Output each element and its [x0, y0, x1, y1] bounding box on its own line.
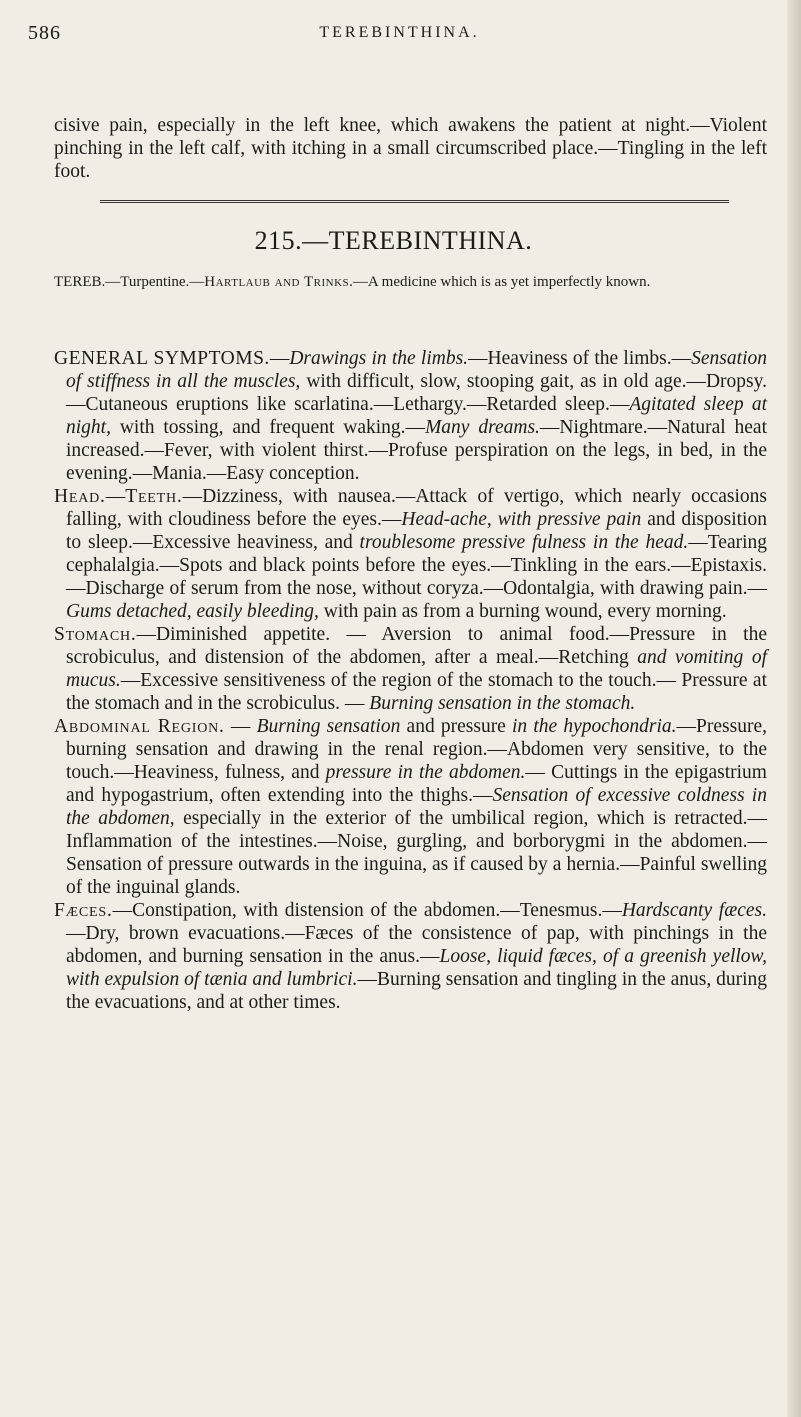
section-stomach — [54, 623, 767, 715]
page-header — [28, 22, 771, 50]
text-run: — Cuttings in the epigastrium and hypogastrium, often extending into the thighs.— — [66, 762, 767, 806]
italic-run: pressure in the abdomen. — [325, 762, 526, 783]
symptom-text — [54, 347, 767, 1014]
text-run: —Burning sensation and tingling in the anus, during the evacuations, and at other times. — [66, 969, 767, 1013]
text-run: with pain as from a burning wound, every morning. — [318, 601, 727, 622]
italic-run: Many dreams. — [425, 417, 540, 438]
italic-run: Burning sensation — [256, 716, 401, 737]
text-run: —Pressure, burning sensation and drawing in the renal region.—Abdomen very sensitive, to the touch.—Heaviness, fulness, and — [66, 716, 767, 783]
page-number: 586 — [28, 22, 61, 44]
text-run: — — [105, 486, 126, 507]
text-run: —Nightmare.—Natural heat increased.—Fever, with violent thirst.—Profuse perspiration on the legs, in bed, in the evening.—Mania.—Easy conception. — [66, 417, 767, 484]
section-faeces — [54, 899, 767, 1014]
text-run: with difficult, slow, stooping gait, as in old age.—Dropsy.—Cutaneous eruptions like scarlatina.—Lethargy.—Retarded sleep.— — [66, 371, 767, 415]
text-run: —Tearing cephalalgia.—Spots and black points before the eyes.—Tinkling in the ears.—Epistaxis.—Discharge of serum from the nose, without coryza.—Odontalgia, with drawing pain.— — [66, 532, 768, 599]
italic-run: Drawings in the limbs. — [289, 348, 469, 369]
section-heading: Abdominal Region. — [54, 716, 225, 737]
text-run: —Dizziness, with nausea.—Attack of vertigo, which nearly occasions falling, with cloudiness before the eyes.— — [66, 486, 767, 530]
section-heading: Head. — [54, 486, 106, 507]
section-head — [54, 485, 767, 623]
italic-run: troublesome pressive fulness in the head. — [359, 532, 689, 553]
text-run: —Excessive sensitiveness of the region of the stomach to the touch.— Pressure at the stomach and in the scrobiculus. — — [66, 670, 767, 714]
text-run: especially in the exterior of the umbilical region, which is retracted.—Inflammation of the intestines.—Noise, gurgling, and borborygmi in the abdomen.—Sensation of pressure outwards in the inguina, as if caused by a hernia.—Painful swelling of the inguinal glands. — [66, 808, 767, 898]
text-run: —Constipation, with distension of the abdomen.—Tenesmus.— — [112, 900, 622, 921]
section-heading: Stomach. — [54, 624, 137, 645]
italic-run: Sensation of excessive coldness in the abdomen, — [66, 785, 767, 829]
italic-run: and vomiting of mucus. — [66, 647, 767, 691]
italic-run: Head-ache, with pressive pain — [401, 509, 642, 530]
text-run: —Dry, brown evacuations.—Fæces of the consistence of pap, with pinchings in the abdomen, and burning sensation in the anus.— — [66, 923, 767, 967]
section-heading: Fæces. — [54, 900, 113, 921]
continuation-paragraph: cisive pain, especially in the left knee, which awakens the patient at night.—Violent pinching in the left calf, with itching in a small circumscribed place.—Tingling in the left foot. — [54, 115, 767, 182]
remedy-abbreviation: TEREB. — [54, 274, 106, 290]
text-run: — — [269, 348, 290, 369]
remedy-synonym: —Turpentine.— — [105, 274, 205, 290]
remedy-intro — [54, 273, 759, 292]
text-run: — — [224, 716, 257, 737]
section-heading: Teeth. — [125, 486, 183, 507]
italic-run: Burning sensation in the stomach. — [369, 693, 636, 714]
italic-run: Hardscanty fæces. — [621, 900, 767, 921]
section-abdominal-region — [54, 715, 767, 899]
page-edge-shadow — [787, 0, 801, 1417]
italic-run: Loose, liquid fæces, of a greenish yellow, with expulsion of tænia and lumbrici. — [66, 946, 767, 990]
section-heading: GENERAL SYMPTOMS. — [54, 348, 270, 369]
italic-run: in the hypochondria. — [512, 716, 677, 737]
remedy-authors: Hartlaub and Trinks — [204, 274, 350, 290]
section-general-symptoms — [54, 347, 767, 485]
text-run: —Heaviness of the limbs.— — [468, 348, 692, 369]
italic-run: Sensation of stiffness in all the muscles, — [66, 348, 767, 392]
remedy-title: 215.—TEREBINTHINA. — [254, 226, 533, 255]
section-divider — [100, 200, 729, 203]
text-run: —Diminished appetite. — Aversion to animal food.—Pressure in the scrobiculus, and distension of the abdomen, after a meal.—Retching — [66, 624, 767, 668]
italic-run: Agitated sleep at night, — [66, 394, 767, 438]
text-run: with tossing, and frequent waking.— — [110, 417, 426, 438]
text-run: and pressure — [400, 716, 513, 737]
text-run: and disposition to sleep.—Excessive heaviness, and — [66, 509, 767, 553]
remedy-description: .—A medicine which is as yet imperfectly known. — [349, 274, 651, 290]
italic-run: Gums detached, easily bleeding, — [66, 601, 319, 622]
running-head: TEREBINTHINA. — [319, 24, 480, 41]
